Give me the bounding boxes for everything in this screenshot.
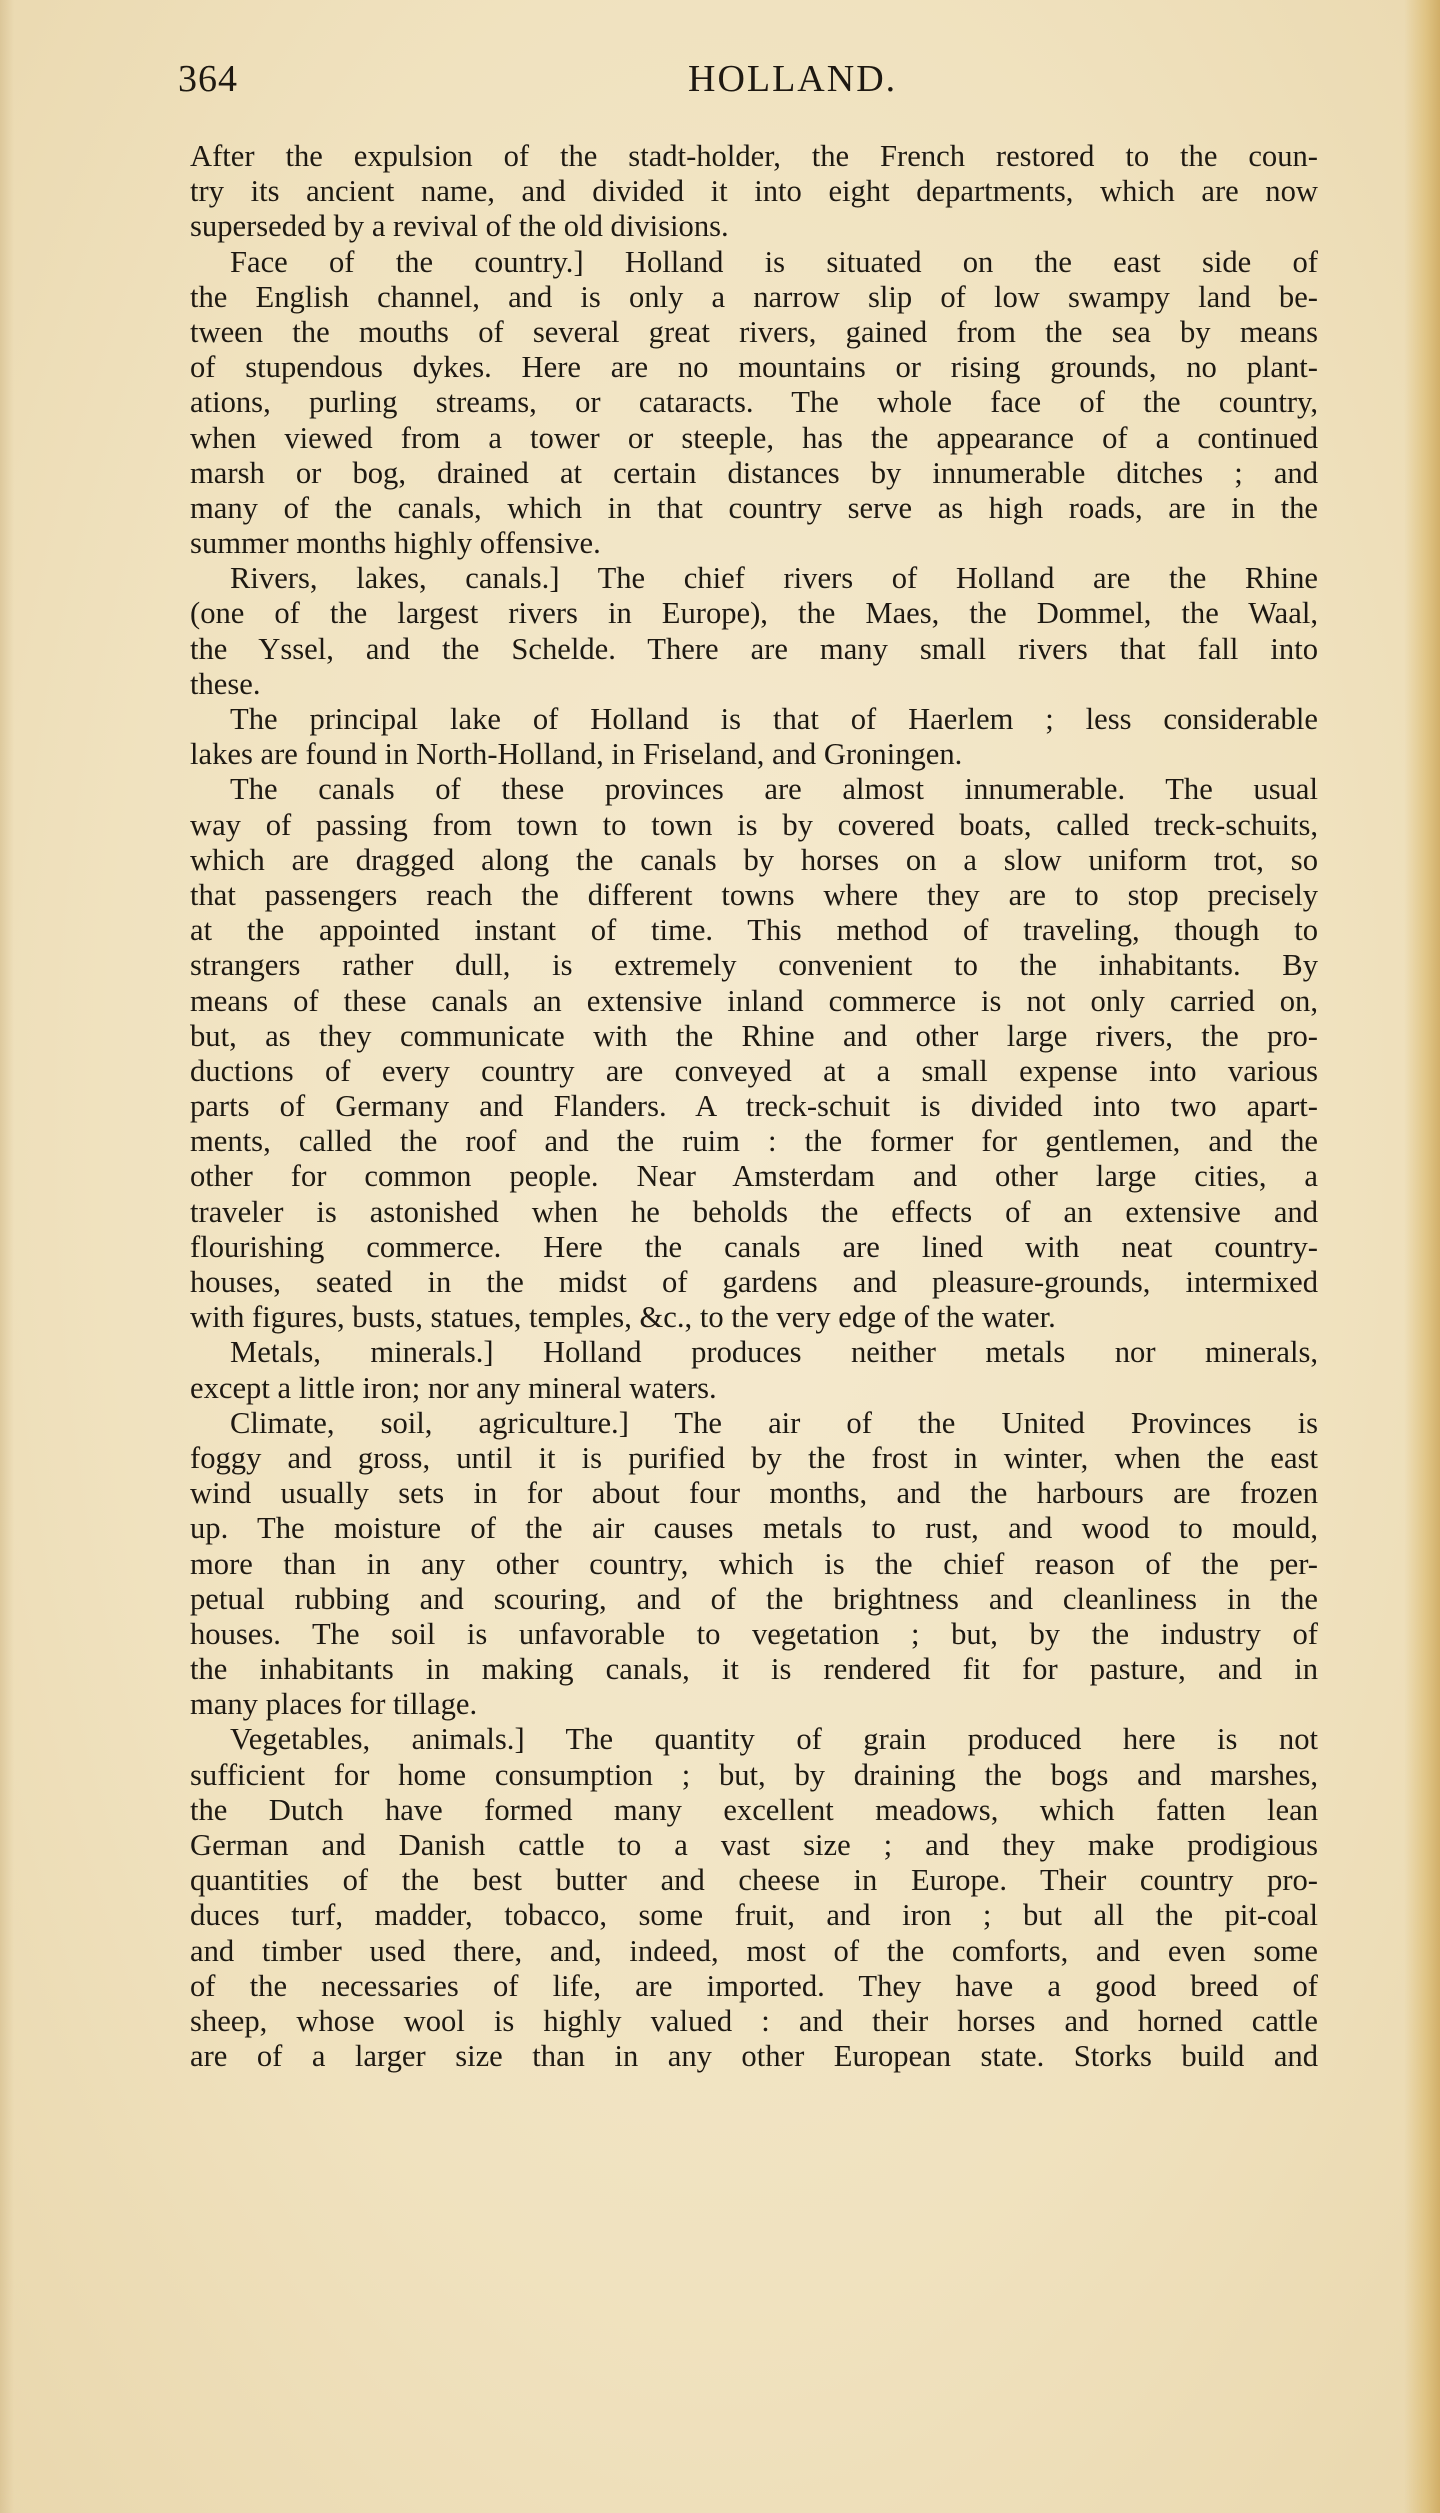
text-line: lakes are found in North-Holland, in Friseland, and Groningen. [190, 737, 963, 772]
text-line: that passengers reach the different towns where they are to stop precisely [190, 877, 1318, 912]
text-line: foggy and gross, until it is purified by the frost in winter, when the east [190, 1440, 1318, 1475]
text-line: After the expulsion of the stadt-holder, the French restored to the coun- [190, 139, 1318, 173]
text-line: strangers rather dull, is extremely convenient to the inhabitants. By [190, 948, 1318, 983]
text-line: the Dutch have formed many excellent meadows, which fatten lean [190, 1792, 1318, 1827]
text-line: try its ancient name, and divided it into eight departments, which are now [190, 174, 1318, 209]
text-line: quantities of the best butter and cheese in Europe. Their country pro- [190, 1863, 1318, 1898]
page-edge-stain [1404, 0, 1440, 2513]
page-header [178, 52, 1278, 106]
text-line: duces turf, madder, tobacco, some fruit, and iron ; but all the pit-coal [190, 1898, 1318, 1933]
text-line: petual rubbing and scouring, and of the brightness and cleanliness in the [190, 1581, 1318, 1616]
text-line: of the necessaries of life, are imported. They have a good breed of [190, 1968, 1318, 2003]
text-line: means of these canals an extensive inland commerce is not only carried on, [190, 983, 1318, 1018]
text-line: traveler is astonished when he beholds the effects of an extensive and [190, 1194, 1318, 1229]
body-text [190, 139, 1318, 2074]
running-head: HOLLAND. [688, 58, 898, 100]
text-line: the inhabitants in making canals, it is rendered fit for pasture, and in [190, 1652, 1318, 1687]
text-line: up. The moisture of the air causes metals to rust, and wood to mould, [190, 1511, 1318, 1546]
text-line: at the appointed instant of time. This method of traveling, though to [190, 913, 1318, 948]
text-line: sheep, whose wool is highly valued : and their horses and horned cattle [190, 2003, 1318, 2038]
text-line: and timber used there, and, indeed, most of the comforts, and even some [190, 1933, 1318, 1968]
text-line: when viewed from a tower or steeple, has the appearance of a continued [190, 420, 1318, 455]
text-line: ments, called the roof and the ruim : the former for gentlemen, and the [190, 1124, 1318, 1159]
text-line: the English channel, and is only a narrow slip of low swampy land be- [190, 279, 1318, 314]
text-line: houses, seated in the midst of gardens and pleasure-grounds, intermixed [190, 1265, 1318, 1299]
page-number: 364 [178, 58, 238, 100]
text-line: Rivers, lakes, canals.] The chief rivers of Holland are the Rhine [230, 561, 1318, 596]
text-line: flourishing commerce. Here the canals are lined with neat country- [190, 1229, 1318, 1264]
text-line: these. [190, 666, 261, 701]
text-line: marsh or bog, drained at certain distances by innumerable ditches ; and [190, 455, 1318, 490]
text-line: ations, purling streams, or cataracts. The whole face of the country, [190, 385, 1318, 420]
text-line: ductions of every country are conveyed at a small expense into various [190, 1053, 1318, 1088]
text-line: The principal lake of Holland is that of Haerlem ; less considerable [230, 702, 1318, 736]
text-line: are of a larger size than in any other European state. Storks build and [190, 2039, 1318, 2074]
text-line: which are dragged along the canals by horses on a slow uniform trot, so [190, 842, 1318, 877]
text-line: parts of Germany and Flanders. A treck-schuit is divided into two apart- [190, 1089, 1318, 1124]
text-line: houses. The soil is unfavorable to vegetation ; but, by the industry of [190, 1616, 1318, 1651]
page-gutter-shading [0, 0, 14, 2513]
text-line: many of the canals, which in that country serve as high roads, are in the [190, 490, 1318, 525]
text-line: German and Danish cattle to a vast size ; and they make prodigious [190, 1828, 1318, 1862]
text-line: wind usually sets in for about four months, and the harbours are frozen [190, 1476, 1318, 1511]
text-line: Climate, soil, agriculture.] The air of the United Provinces is [230, 1405, 1318, 1440]
text-line: tween the mouths of several great rivers, gained from the sea by means [190, 314, 1318, 349]
text-line: more than in any other country, which is the chief reason of the per- [190, 1546, 1318, 1581]
text-line: other for common people. Near Amsterdam and other large cities, a [190, 1159, 1318, 1194]
text-line: with figures, busts, statues, temples, &c., to the very edge of the water. [190, 1300, 1056, 1335]
text-line: the Yssel, and the Schelde. There are many small rivers that fall into [190, 631, 1318, 666]
text-line: of stupendous dykes. Here are no mountains or rising grounds, no plant- [190, 350, 1318, 385]
text-line: The canals of these provinces are almost innumerable. The usual [230, 772, 1318, 807]
text-line: way of passing from town to town is by covered boats, called treck-schuits, [190, 807, 1318, 842]
text-line: many places for tillage. [190, 1687, 478, 1722]
text-line: except a little iron; nor any mineral waters. [190, 1370, 717, 1405]
text-line: sufficient for home consumption ; but, by draining the bogs and marshes, [190, 1757, 1318, 1792]
text-line: summer months highly offensive. [190, 526, 601, 561]
text-line: superseded by a revival of the old divisions. [190, 209, 729, 244]
text-line: but, as they communicate with the Rhine and other large rivers, the pro- [190, 1018, 1318, 1053]
text-line: Metals, minerals.] Holland produces neither metals nor minerals, [230, 1335, 1318, 1370]
text-line: Vegetables, animals.] The quantity of grain produced here is not [230, 1722, 1318, 1757]
text-line: (one of the largest rivers in Europe), the Maes, the Dommel, the Waal, [190, 596, 1318, 631]
text-line: Face of the country.] Holland is situated on the east side of [230, 244, 1318, 279]
